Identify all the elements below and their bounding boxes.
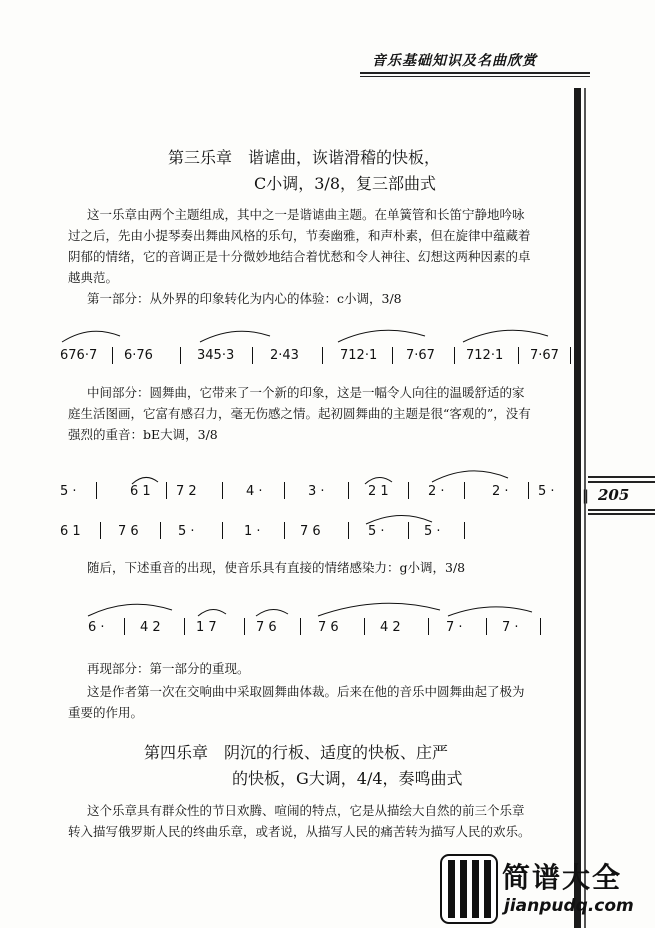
notation-measure: 7·67: [530, 348, 559, 363]
notation-staff-2: [0, 462, 580, 506]
running-header-title: 音乐基础知识及名曲欣赏: [372, 53, 537, 69]
notation-measure: 712·1: [340, 348, 378, 363]
reprise-label: 再现部分：第一部分的重现。: [87, 661, 250, 676]
notation-measure: 712·1: [466, 348, 504, 363]
notation-staff-4: [0, 594, 580, 642]
bar-line: [284, 482, 285, 499]
notation-measure: 7 2: [176, 484, 197, 499]
notation-measure: 5 ·: [538, 484, 555, 499]
notation-measure: 2 ·: [428, 484, 445, 499]
bar-line: [364, 618, 365, 635]
mvt3-heading-line2: C小调，3/8，复三部曲式: [254, 174, 436, 193]
bar-line: [100, 522, 101, 539]
slur-marks: [0, 320, 580, 350]
part1-label: 第一部分：从外界的印象转化为内心的体验：c小调，3/8: [87, 291, 402, 306]
paragraph-line: 中间部分：圆舞曲，它带来了一个新的印象，这是一幅令人向往的温暖舒适的家: [87, 385, 525, 400]
page-number-tab: [582, 476, 655, 514]
header-rule: [360, 72, 590, 74]
mvt4-heading-line1: 第四乐章 阴沉的行板、适度的快板、庄严: [144, 743, 449, 762]
bar-line: [408, 482, 409, 499]
paragraph-line: 这是作者第一次在交响曲中采取圆舞曲体裁。后来在他的音乐中圆舞曲起了极为: [87, 684, 525, 699]
page-number: 205: [598, 486, 630, 504]
bar-line: [166, 482, 167, 499]
notation-measure: 5 ·: [424, 524, 441, 539]
notation-measure: 4 2: [140, 620, 161, 635]
mvt3-heading-line1: 第三乐章 谐谑曲，诙谐滑稽的快板，: [168, 148, 441, 167]
bar-line: [244, 618, 245, 635]
notation-measure: 1 ·: [244, 524, 261, 539]
notation-measure: 3 ·: [308, 484, 325, 499]
bar-line: [184, 618, 185, 635]
notation-measure: 4 ·: [246, 484, 263, 499]
watermark-title: 简谱大全: [502, 861, 623, 894]
notation-measure: 7 6: [318, 620, 339, 635]
bar-line: [160, 522, 161, 539]
paragraph-line: 庭生活图画，它富有感召力，毫无伤感之情。起初圆舞曲的主题是很“客观的”，没有: [68, 406, 531, 421]
paragraph-line: 强烈的重音：bE大调，3/8: [68, 427, 218, 442]
bar-line: [464, 482, 465, 499]
notation-measure: 6 1: [130, 484, 151, 499]
bar-line: [322, 347, 323, 364]
bar-line: [464, 522, 465, 539]
notation-measure: 7 6: [300, 524, 321, 539]
after-label: 随后，下述重音的出现，使音乐具有直接的情绪感染力：g小调，3/8: [87, 560, 466, 575]
bar-line: [408, 522, 409, 539]
bar-line: [222, 522, 223, 539]
tab-marker-icon: ‖: [582, 488, 589, 504]
bar-line: [540, 618, 541, 635]
paragraph-line: 这一乐章由两个主题组成，其中之一是谐谑曲主题。在单簧管和长笛宁静地吟咏: [87, 207, 525, 222]
bar-line: [486, 618, 487, 635]
middle-paragraph: [68, 382, 577, 445]
watermark-url: jianpudq.com: [504, 896, 634, 916]
notation-measure: 345·3: [197, 348, 235, 363]
reprise-paragraph: [68, 681, 577, 723]
notation-staff-3: [0, 502, 580, 546]
notation-measure: 5 ·: [60, 484, 77, 499]
paragraph-line: 越典范。: [68, 270, 119, 285]
notation-measure: 7·67: [406, 348, 435, 363]
mvt4-heading-line2: 的快板，G大调，4/4，奏鸣曲式: [232, 769, 463, 788]
bar-line: [570, 347, 571, 364]
paragraph-line: 过之后，先由小提琴奏出舞曲风格的乐句，节奏幽雅，和声朴素，但在旋律中蕴藏着: [68, 228, 531, 243]
mvt4-paragraph: [68, 800, 577, 842]
notation-measure: 1 7: [196, 620, 217, 635]
notation-measure: 7 ·: [446, 620, 463, 635]
piano-keys-icon: [440, 854, 500, 926]
mvt3-paragraph: [68, 204, 577, 288]
notation-measure: 6·76: [124, 348, 153, 363]
bar-line: [528, 482, 529, 499]
bar-line: [454, 347, 455, 364]
bar-line: [252, 347, 253, 364]
notation-measure: 6 ·: [88, 620, 105, 635]
notation-measure: 4 2: [380, 620, 401, 635]
page-edge-line: [584, 88, 586, 928]
paragraph-line: 这个乐章具有群众性的节日欢腾、喧闹的特点，它是从描绘大自然的前三个乐章: [87, 803, 525, 818]
notation-measure: 5 ·: [178, 524, 195, 539]
notation-staff-1: [0, 320, 580, 370]
slur-marks: [0, 594, 580, 624]
bar-line: [348, 522, 349, 539]
bar-line: [222, 482, 223, 499]
watermark: [440, 852, 655, 928]
bar-line: [96, 482, 97, 499]
notation-measure: 676·7: [60, 348, 98, 363]
notation-measure: 7 ·: [502, 620, 519, 635]
paragraph-line: 重要的作用。: [68, 705, 144, 720]
notation-measure: 7 6: [256, 620, 277, 635]
bar-line: [112, 347, 113, 364]
bar-line: [518, 347, 519, 364]
bar-line: [428, 618, 429, 635]
notation-measure: 7 6: [118, 524, 139, 539]
bar-line: [348, 482, 349, 499]
notation-measure: 5 ·: [368, 524, 385, 539]
paragraph-line: 转入描写俄罗斯人民的终曲乐章，或者说，从描写人民的痛苦转为描写人民的欢乐。: [68, 824, 531, 839]
bar-line: [392, 347, 393, 364]
bar-line: [180, 347, 181, 364]
notation-measure: 2 ·: [492, 484, 509, 499]
notation-measure: 2·43: [270, 348, 299, 363]
bar-line: [300, 618, 301, 635]
notation-measure: 2 1: [368, 484, 389, 499]
bar-line: [124, 618, 125, 635]
header-rule-thin: [360, 76, 590, 77]
bar-line: [284, 522, 285, 539]
slur-marks: [0, 502, 580, 528]
notation-measure: 6 1: [60, 524, 81, 539]
paragraph-line: 阴郁的情绪，它的音调正是十分微妙地结合着忧愁和令人神往、幻想这两种因素的卓: [68, 249, 531, 264]
